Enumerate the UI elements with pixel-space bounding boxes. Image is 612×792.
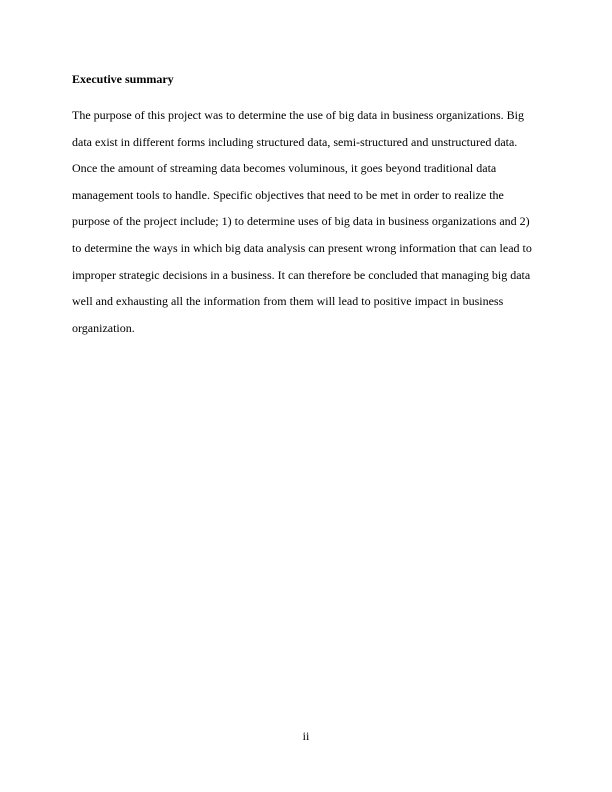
- paragraph-line: The purpose of this project was to determine the use of big data in business organizations. Big: [72, 108, 525, 122]
- paragraph-line: to determine the ways in which big data analysis can present wrong information that can lead to: [72, 240, 532, 255]
- paragraph-line: organization.: [72, 320, 135, 335]
- section-heading: Executive summary: [72, 72, 174, 86]
- paragraph-line: purpose of the project include; 1) to determine uses of big data in business organizations and 2): [72, 214, 530, 229]
- paragraph-line: improper strategic decisions in a business. It can therefore be concluded that managing big data: [72, 267, 531, 282]
- executive-summary-paragraph: [72, 102, 542, 341]
- paragraph-line: well and exhausting all the information from them will lead to positive impact in business: [72, 294, 504, 309]
- paragraph-line: management tools to handle. Specific objectives that need to be met in order to realize the: [72, 187, 504, 202]
- page-number: ii: [302, 729, 310, 743]
- paragraph-line: Once the amount of streaming data becomes voluminous, it goes beyond traditional data: [72, 161, 497, 176]
- paragraph-line: data exist in different forms including structured data, semi-structured and unstructured data.: [72, 134, 518, 149]
